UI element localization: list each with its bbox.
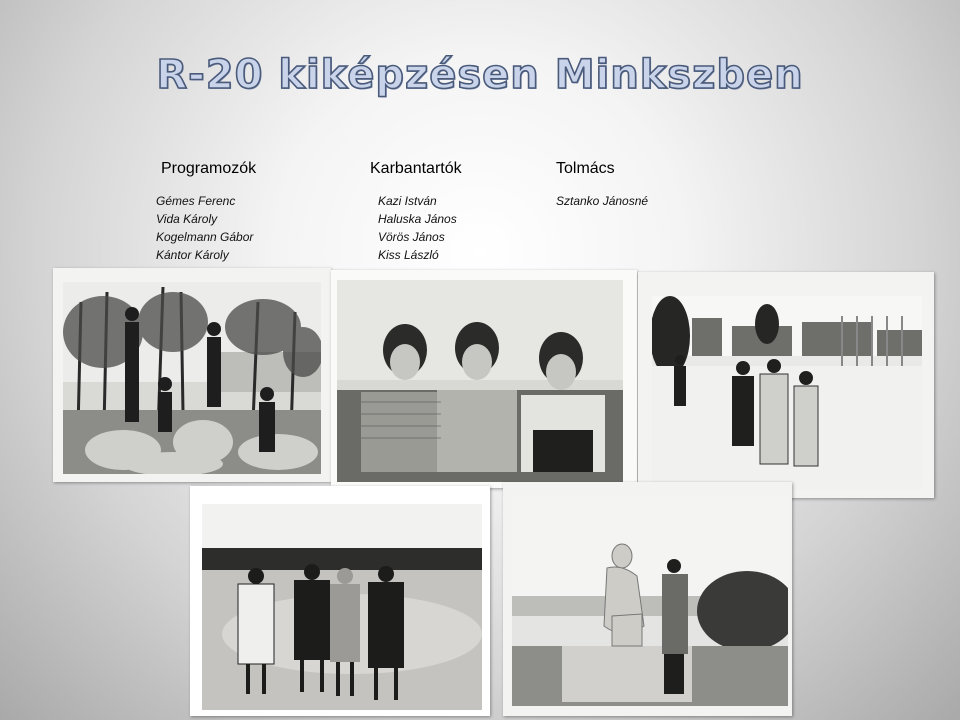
photo-three-men-on-sofa	[331, 270, 637, 488]
name-item: Kazi István	[378, 194, 437, 208]
photo-image	[337, 280, 623, 482]
name-item: Kántor Károly	[156, 248, 229, 262]
photo-man-by-statue	[503, 482, 792, 716]
page-title: R-20 kiképzésen Minkszben	[156, 52, 804, 98]
name-item: Vida Károly	[156, 212, 218, 226]
column-heading: Programozók	[161, 160, 257, 177]
name-item: Gémes Ferenc	[156, 194, 236, 208]
photo-people-walking-on-square	[638, 272, 934, 498]
name-list	[156, 192, 256, 264]
name-list	[378, 192, 462, 264]
name-item: Sztanko Jánosné	[556, 194, 649, 208]
name-list	[556, 192, 648, 210]
name-item: Kiss László	[378, 248, 439, 262]
photo-group-in-park	[53, 268, 331, 482]
column-tolmacs	[556, 160, 648, 210]
column-karbantartok	[370, 160, 462, 264]
photo-image	[63, 282, 321, 474]
column-heading: Karbantartók	[370, 160, 462, 177]
name-item: Haluska János	[378, 212, 457, 226]
name-item: Vörös János	[378, 230, 445, 244]
column-programozok	[156, 160, 256, 264]
column-heading: Tolmács	[556, 160, 615, 177]
photo-image	[652, 296, 922, 490]
name-item: Kogelmann Gábor	[156, 230, 254, 244]
photo-group-on-beach	[190, 486, 490, 716]
photo-image	[512, 496, 788, 706]
photo-image	[202, 504, 482, 710]
